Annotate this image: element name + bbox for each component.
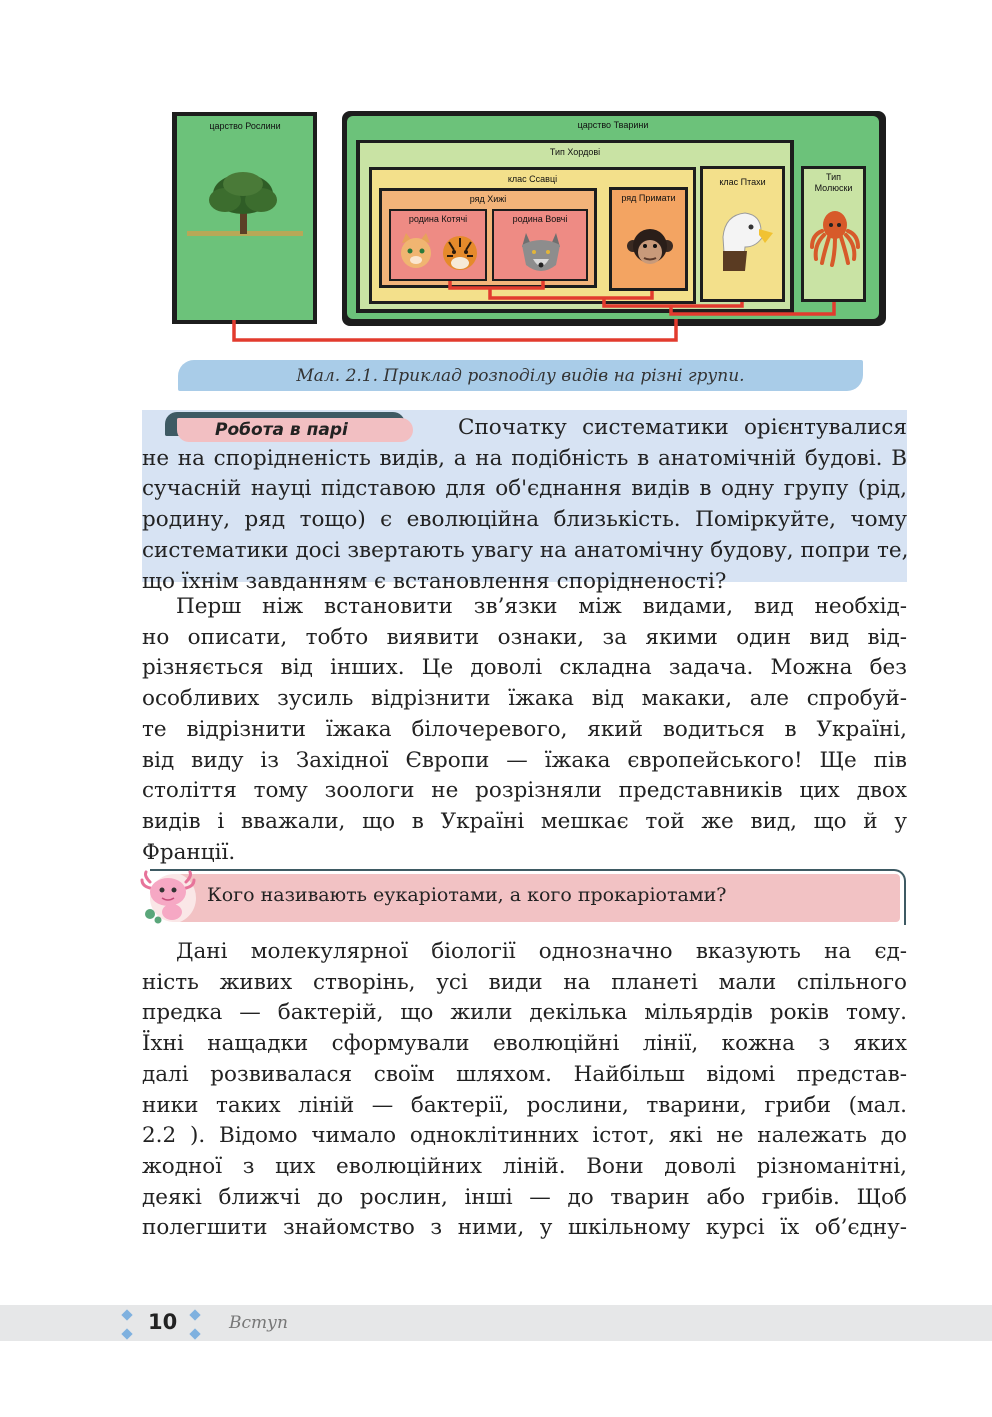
plants-kingdom-label: царство Рослини	[209, 121, 281, 131]
paragraph-line: особливих зусиль відрізнити їжака від макаки, але спробуй-	[142, 686, 907, 712]
pair-work-text	[142, 413, 907, 597]
paragraph-line: Франції.	[142, 839, 236, 865]
carnivores-order-label: ряд Хижі	[469, 194, 507, 204]
primates-order-label: ряд Примати	[621, 193, 676, 203]
axolotl-icon	[140, 868, 198, 926]
paragraph-line: століття тому зоологи не розрізняли представників цих двох	[142, 778, 907, 804]
paragraph-line: предка — бактерій, що жили декілька мільярдів років тому.	[142, 1000, 907, 1026]
paragraph-line: ники таких ліній — бактерії, рослини, тварини, гриби (мал.	[142, 1092, 907, 1118]
plants-kingdom-panel	[177, 116, 313, 320]
paragraph-line: від виду із Західної Європи — їжака європейського! Ще пів	[142, 747, 907, 773]
paragraph-line: 2.2 ). Відомо чимало одноклітинних істот, які не належать до	[142, 1123, 907, 1149]
paragraph-line: Перш ніж встановити зв’язки між видами, вид необхід-	[176, 594, 907, 619]
paragraph-line: ність живих створінь, усі види на планеті мали спільного	[142, 969, 907, 995]
octopus-icon	[810, 209, 860, 267]
eagle-icon	[715, 207, 775, 271]
primates-order-panel	[609, 187, 688, 291]
paragraph-1	[142, 592, 907, 868]
paragraph-line: те відрізнити їжака білочеревого, який водиться в Україні,	[142, 716, 907, 742]
paragraph-line: жодної з цих еволюційних ліній. Вони доволі різноманітні,	[142, 1153, 907, 1179]
paragraph-line: видів і вважали, що в Україні мешкає той же вид, що й у	[142, 808, 907, 834]
mollusca-phylum-panel	[801, 166, 866, 302]
paragraph-2	[142, 937, 907, 1244]
question-text: Кого називають еукаріотами, а кого прокаріотами?	[207, 884, 727, 906]
paragraph-line: Їхні нащадки сформували еволюційні лінії, кожна з яких	[142, 1031, 907, 1057]
felidae-family-label: родина Котячі	[408, 214, 468, 224]
paragraph-line: Дані молекулярної біології однозначно вказують на єд-	[176, 939, 907, 964]
animals-kingdom-label: царство Тварини	[577, 120, 649, 130]
tiger-icon	[439, 230, 481, 274]
pair-work-label: Робота в парі	[177, 418, 413, 442]
chimpanzee-icon	[627, 224, 673, 274]
mollusca-phylum-label: Тип Молюски	[814, 172, 853, 193]
paragraph-line: полегшити знайомство з ними, у шкільному курсі їх об’єдну-	[142, 1215, 907, 1241]
chordates-phylum-label: Тип Хордові	[549, 147, 601, 157]
felidae-family-panel	[389, 209, 487, 281]
paragraph-line: далі розвивалася своїм шляхом. Найбільш відомі представ-	[142, 1061, 907, 1087]
canidae-family-panel	[492, 209, 588, 281]
pair-work-line: Спочатку систематики орієнтувалися	[458, 415, 907, 440]
wolf-icon	[516, 229, 566, 277]
cat-icon	[396, 231, 436, 271]
section-title: Вступ	[229, 1313, 288, 1333]
page-number: 10	[148, 1310, 178, 1334]
figure-caption: Мал. 2.1. Приклад розподілу видів на різні групи.	[178, 360, 863, 391]
paragraph-line: но описати, тобто виявити ознаки, за якими один вид від-	[142, 624, 907, 650]
paragraph-line: різняється від інших. Це доволі складна задача. Можна без	[142, 655, 907, 681]
tree-icon	[177, 116, 313, 320]
mammals-class-label: клас Ссавці	[507, 174, 558, 184]
pair-work-line: систематики досі звертають увагу на анатомічну будову, попри те,	[142, 537, 909, 563]
birds-class-label: клас Птахи	[719, 177, 766, 187]
pair-work-line: сучасній науці підставою для об'єднання видів в одну групу (рід,	[142, 476, 907, 502]
pair-work-line: що їхнім завданням є встановлення спорідненості?	[142, 568, 727, 594]
birds-class-panel	[700, 166, 785, 302]
paragraph-line: деякі ближчі до рослин, інші — до тварин або грибів. Щоб	[142, 1184, 907, 1210]
pair-work-line: не на спорідненість видів, а на подібність в анатомічній будові. В	[142, 445, 907, 471]
pair-work-line: родину, ряд тощо) є еволюційна близькість. Поміркуйте, чому	[142, 507, 907, 533]
canidae-family-label: родина Вовчі	[512, 214, 568, 224]
